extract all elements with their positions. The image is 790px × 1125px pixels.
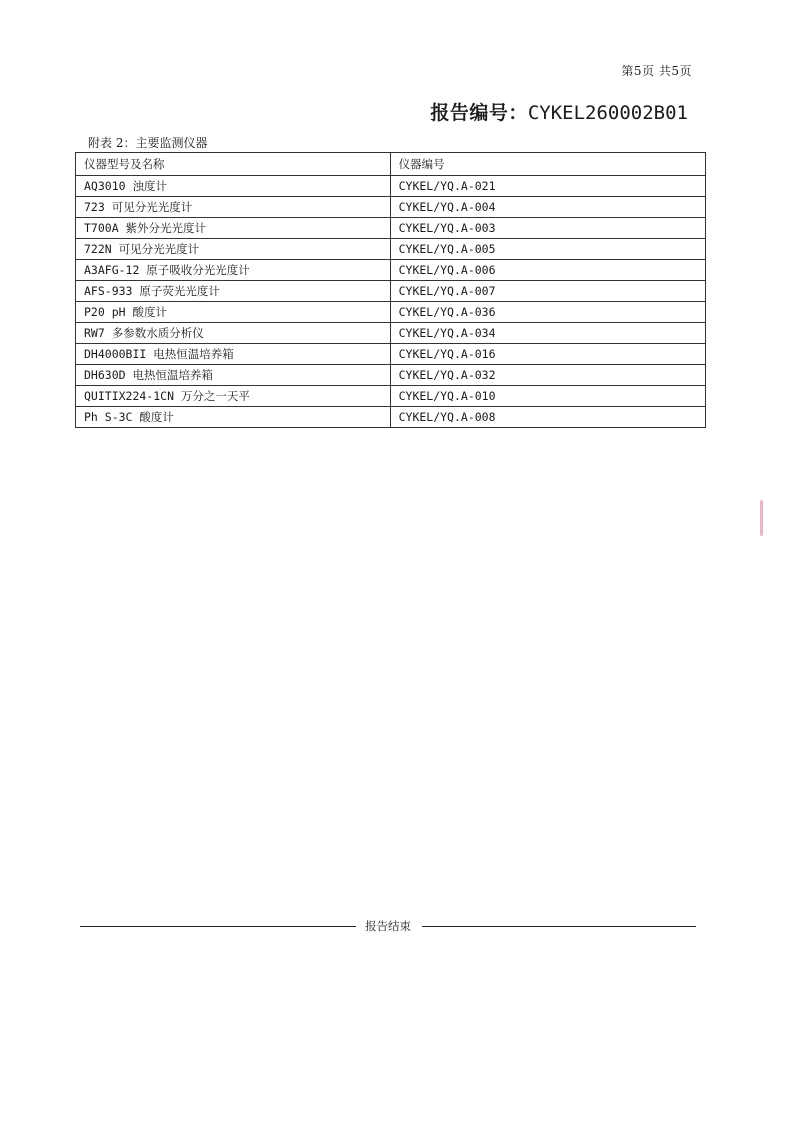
- table-row: [76, 239, 706, 260]
- instrument-number-cell: CYKEL/YQ.A-010: [390, 386, 705, 407]
- instrument-model-cell: A3AFG-12 原子吸收分光光度计: [76, 260, 391, 281]
- report-number-label: 报告编号：: [430, 102, 528, 124]
- instrument-model-cell: AQ3010 浊度计: [76, 176, 391, 197]
- table-row: [76, 323, 706, 344]
- instrument-number-cell: CYKEL/YQ.A-032: [390, 365, 705, 386]
- instrument-number-cell: CYKEL/YQ.A-003: [390, 218, 705, 239]
- instrument-number-cell: CYKEL/YQ.A-034: [390, 323, 705, 344]
- table-header-row: [76, 153, 706, 176]
- instrument-model-cell: P20 pH 酸度计: [76, 302, 391, 323]
- table-row: [76, 365, 706, 386]
- column-header-instrument-model: 仪器型号及名称: [76, 153, 391, 176]
- instrument-model-cell: DH630D 电热恒温培养箱: [76, 365, 391, 386]
- table-row: [76, 302, 706, 323]
- column-header-instrument-number: 仪器编号: [390, 153, 705, 176]
- report-end-marker: [80, 918, 696, 934]
- instrument-model-cell: AFS-933 原子荧光光度计: [76, 281, 391, 302]
- instrument-model-cell: 723 可见分光光度计: [76, 197, 391, 218]
- report-number: [430, 98, 688, 125]
- instrument-model-cell: DH4000BII 电热恒温培养箱: [76, 344, 391, 365]
- instrument-number-cell: CYKEL/YQ.A-021: [390, 176, 705, 197]
- instrument-number-cell: CYKEL/YQ.A-007: [390, 281, 705, 302]
- end-divider-right: [422, 926, 696, 927]
- instrument-number-cell: CYKEL/YQ.A-005: [390, 239, 705, 260]
- instrument-number-cell: CYKEL/YQ.A-016: [390, 344, 705, 365]
- instrument-model-cell: Ph S-3C 酸度计: [76, 407, 391, 428]
- table-row: [76, 176, 706, 197]
- instrument-model-cell: T700A 紫外分光光度计: [76, 218, 391, 239]
- table-caption: 附表 2：主要监测仪器: [88, 136, 208, 150]
- report-number-value: CYKEL260002B01: [527, 102, 688, 124]
- table-row: [76, 260, 706, 281]
- instrument-model-cell: 722N 可见分光光度计: [76, 239, 391, 260]
- page-number: 第5页 共5页: [621, 64, 692, 78]
- table-row: [76, 386, 706, 407]
- instrument-model-cell: RW7 多参数水质分析仪: [76, 323, 391, 344]
- instrument-number-cell: CYKEL/YQ.A-036: [390, 302, 705, 323]
- instrument-model-cell: QUITIX224-1CN 万分之一天平: [76, 386, 391, 407]
- instrument-number-cell: CYKEL/YQ.A-008: [390, 407, 705, 428]
- table-row: [76, 281, 706, 302]
- table-row: [76, 197, 706, 218]
- table-row: [76, 344, 706, 365]
- table-row: [76, 218, 706, 239]
- instrument-number-cell: CYKEL/YQ.A-006: [390, 260, 705, 281]
- binding-mark: [760, 500, 763, 536]
- report-end-text: 报告结束: [365, 919, 411, 933]
- table-row: [76, 407, 706, 428]
- instrument-number-cell: CYKEL/YQ.A-004: [390, 197, 705, 218]
- instrument-table: [75, 152, 706, 428]
